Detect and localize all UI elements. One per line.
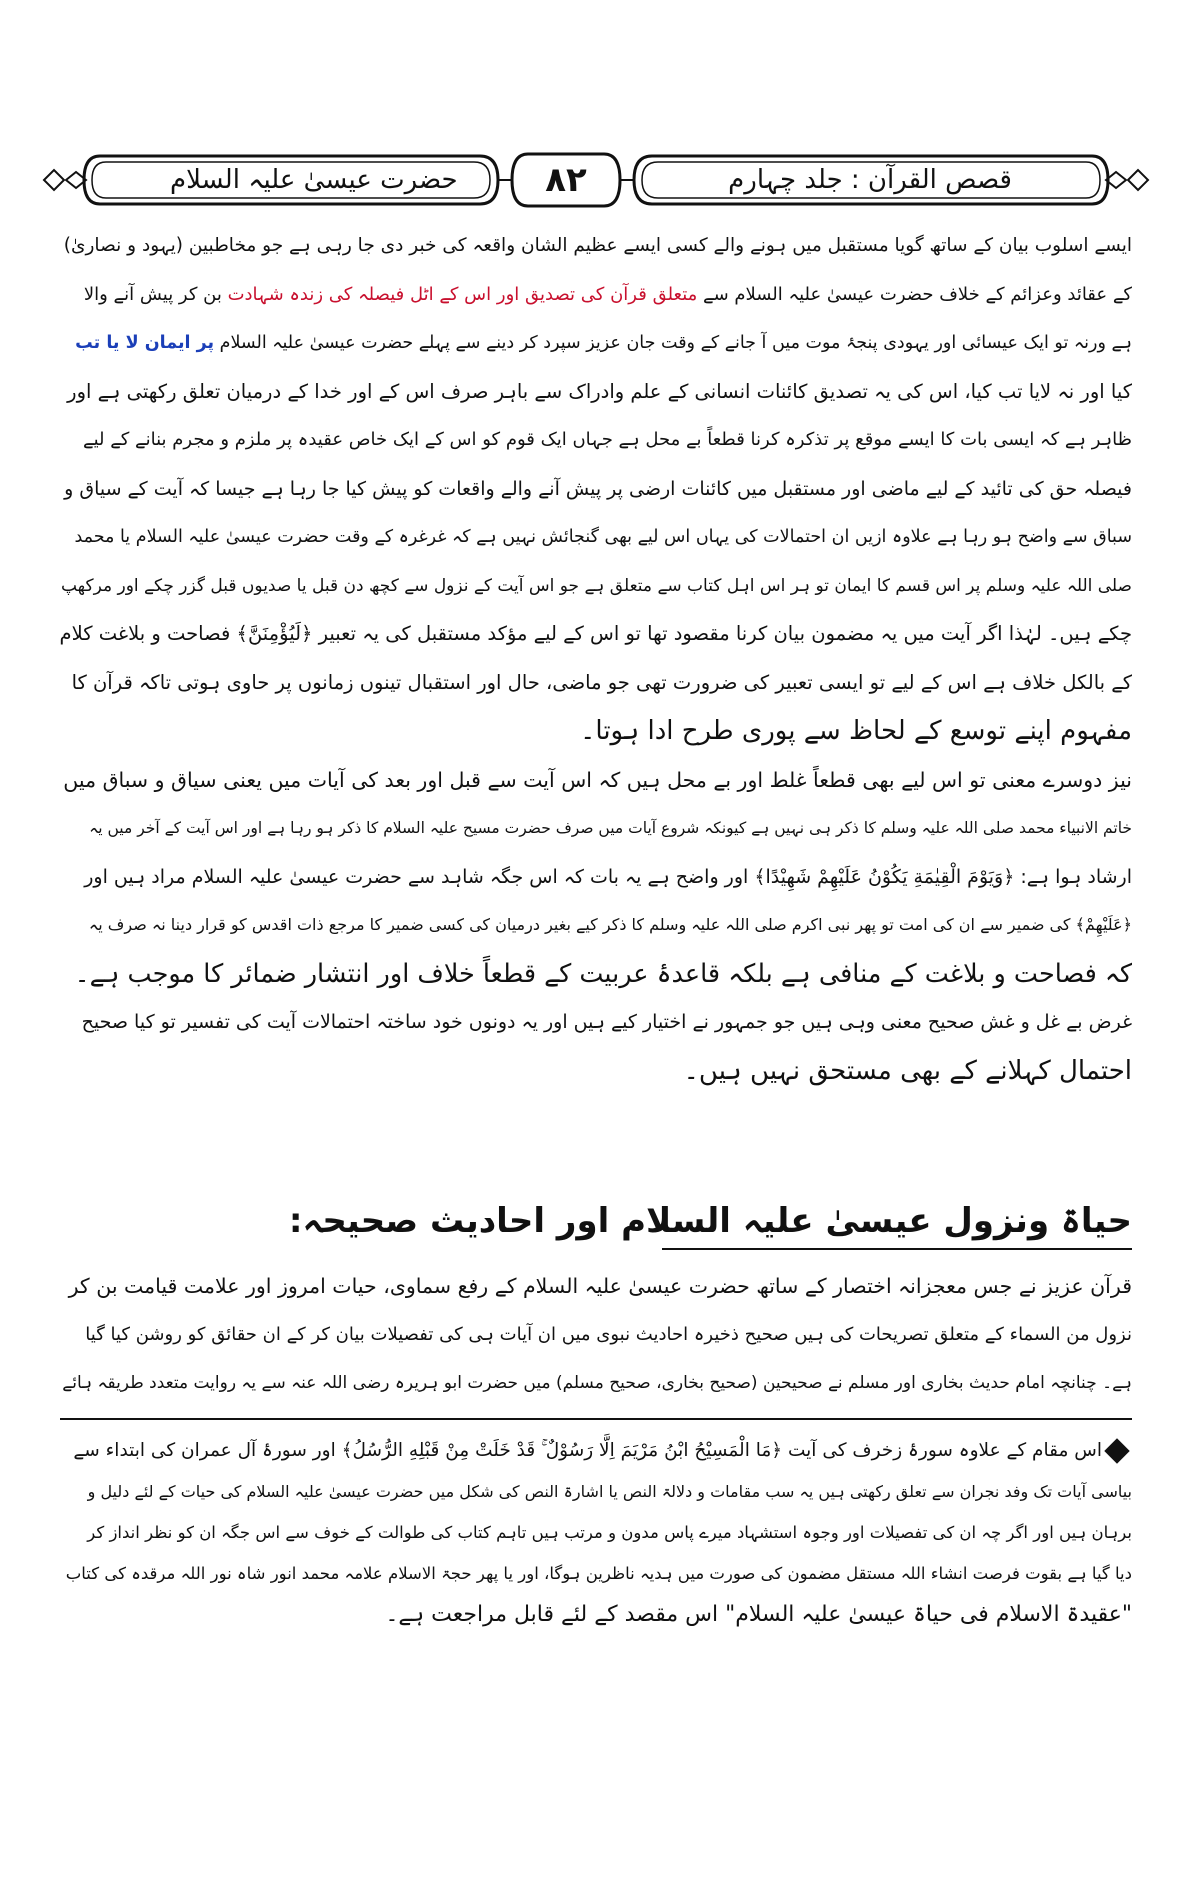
text-line: چکے ہیں۔ لہٰذا اگر آیت میں یہ مضمون بیان کرنا مقصود تھا تو اس کے لیے مؤکد مستقبل کی یہ تعبیر ﴿لَيُؤْمِنَنَّ﴾ فصاحت و بلاغت کلام	[60, 622, 1132, 645]
text-line: کے بالکل خلاف ہے اس کے لیے تو ایسی تعبیر کی ضرورت تھی جو ماضی، حال اور استقبال تینوں زمانوں پر حاوی ہوتی تاکہ قرآن کا	[71, 670, 1132, 694]
text-line: ظاہر ہے کہ ایسی بات کا ایسے موقع پر تذکرہ کرنا قطعاً بے محل ہے جہاں ایک قوم کو اس کے ایک خاص عقیدہ پر ملزم و مجرم بنانے کے لیے	[83, 429, 1132, 450]
footnote-line: "عقیدۃ الاسلام فی حیاۃ عیسیٰ علیہ السلام" اس مقصد کے لئے قابل مراجعت ہے۔	[385, 1602, 1132, 1627]
section-underline	[662, 1248, 1132, 1250]
footnote-marker-icon	[1104, 1438, 1129, 1463]
footnote	[60, 1430, 1132, 1635]
highlighted-phrase: پر ایمان لا یا تب	[75, 333, 215, 353]
footnote-line	[60, 1430, 1132, 1471]
book-title: قصص القرآن : جلد چہارم	[728, 165, 1012, 195]
text-line: ایسے اسلوب بیان کے ساتھ گویا مستقبل میں ہونے والے کسی ایسے عظیم الشان واقعہ کی خبر دی جا رہی ہے جو مخاطبین (یہود و نصاریٰ)	[63, 235, 1132, 256]
text-line: ہے۔ چنانچہ امام حدیث بخاری اور مسلم نے صحیحین (صحیح بخاری، صحیح مسلم) میں حضرت ابو ہریرہ رضی اللہ عنہ سے یہ روایت متعدد طریقہ ہائے	[62, 1373, 1132, 1393]
text-line: قرآن عزیز نے جس معجزانہ اختصار کے ساتھ حضرت عیسیٰ علیہ السلام کے رفع سماوی، حیات امروز اور علامت قیامت بن کر	[68, 1274, 1132, 1298]
text-line: نزول من السماء کے متعلق تصریحات کی ہیں صحیح ذخیرہ احادیث نبوی میں ان آیات ہی کی تفصیلات بیان کر کے ان حقائق کو روشن کیا گیا	[85, 1323, 1132, 1345]
footnote-line: برہان ہیں اور اگر چہ ان کی تفصیلات اور وجوہ استشہاد میرے پاس مدون و مرتب ہیں تاہم کتاب کی طوالت کے خوف سے اس جگہ ان کو نظر انداز کر	[87, 1523, 1132, 1542]
footnote-text: اس مقام کے علاوہ سورۂ زخرف کی آیت ﴿مَا الْمَسِيْحُ ابْنُ مَرْيَمَ اِلَّا رَسُوْلٌ ۚ قَدْ خَلَتْ مِنْ قَبْلِهِ الرُّسُلُ﴾ اور سورۂ آل عمران کی ابتداء سے	[73, 1440, 1102, 1461]
text-line: نیز دوسرے معنی تو اس لیے بھی قطعاً غلط اور بے محل ہیں کہ اس آیت سے قبل اور بعد کی آیات میں یعنی سیاق و سباق میں	[63, 767, 1132, 792]
footnote-line: بیاسی آیات تک وفد نجران سے تعلق رکھتی ہیں یہ سب مقامات و دلالۃ النص یا اشارۃ النص کی شکل میں حضرت عیسیٰ علیہ السلام کی حیات کے لئے دلیل و	[87, 1482, 1132, 1501]
text-line: کے عقائد وعزائم کے خلاف حضرت عیسیٰ علیہ السلام سے متعلق قرآن کی تصدیق اور اس کے اٹل فیصلہ کی زندہ شہادت بن کر پیش آنے والا	[83, 283, 1132, 305]
text-line: احتمال کہلانے کے بھی مستحق نہیں ہیں۔	[683, 1055, 1132, 1086]
text-line: فیصلہ حق کی تائید کے لیے ماضی اور مستقبل میں کائنات ارضی پر پیش آنے والے واقعات کو پیش کیا جا رہا ہے جیسا کہ آیت کے سیاق و	[64, 477, 1132, 500]
text-line: سباق سے واضح ہو رہا ہے علاوہ ازیں ان احتمالات کی یہاں اس لیے بھی گنجائش نہیں ہے کہ غرغرہ کے وقت حضرت عیسیٰ علیہ السلام یا محمد	[74, 527, 1132, 547]
text-line: ارشاد ہوا ہے: ﴿وَيَوْمَ الْقِيٰمَةِ يَكُوْنُ عَلَيْهِمْ شَهِيْدًا﴾ اور واضح ہے یہ بات کہ اس جگہ شاہد سے حضرت عیسیٰ علیہ السلام مراد ہیں اور	[84, 865, 1132, 888]
text-line: کیا اور نہ لایا تب کیا، اس کی یہ تصدیق کائنات انسانی کے علم وادراک سے باہر صرف اس کے اور خدا کے درمیان تعلق رکھتی ہے اور	[67, 379, 1132, 403]
page-header	[40, 150, 1152, 210]
page-number: ۸۲	[545, 160, 587, 200]
main-text	[60, 222, 1132, 1095]
footnote-line: دیا گیا ہے بقوت فرصت انشاء اللہ مستقل مضمون کی صورت میں ہدیہ ناظرین ہوگا، اور یا پھر حجۃ الاسلام علامہ محمد انور شاہ نور اللہ مرقدہ کی کتاب	[65, 1564, 1132, 1583]
footnote-divider	[60, 1418, 1132, 1420]
text-line: غرض بے غل و غش صحیح معنی وہی ہیں جو جمہور نے اختیار کیے ہیں اور یہ دونوں خود ساختہ احتمالات آیت کی تفسیر تو کیا صحیح	[81, 1011, 1132, 1033]
text-line: مفہوم اپنے توسع کے لحاظ سے پوری طرح ادا ہوتا۔	[580, 716, 1132, 746]
text-line: ﴿عَلَيْهِمْ﴾ کی ضمیر سے ان کی امت تو پھر نبی اکرم صلی اللہ علیہ وسلم کا ذکر کیے بغیر درمیان کی کسی ضمیر کا مرجع ذات اقدس کو قرار دینا نہ صرف یہ	[88, 915, 1132, 934]
text-line: کہ فصاحت و بلاغت کے منافی ہے بلکہ قاعدۂ عربیت کے قطعاً خلاف اور انتشار ضمائر کا موجب ہے۔	[74, 958, 1132, 989]
highlighted-phrase: متعلق قرآن کی تصدیق اور اس کے اٹل فیصلہ کی زندہ شہادت	[227, 283, 698, 305]
text-line: صلی اللہ علیہ وسلم پر اس قسم کا ایمان تو ہر اس اہل کتاب سے متعلق ہے جو اس آیت کے نزول سے کچھ دن قبل یا صدیوں قبل گزر چکے اور مرکھپ	[60, 575, 1132, 596]
text-line: خاتم الانبیاء محمد صلی اللہ علیہ وسلم کا ذکر ہی نہیں ہے کیونکہ شروع آیات میں صرف حضرت مسیح علیہ السلام کا ذکر ہو رہا ہے اور اس آیت کے آخر میں یہ	[89, 819, 1132, 837]
chapter-title: حضرت عیسیٰ علیہ السلام	[170, 165, 458, 195]
text-line: ہے ورنہ تو ایک عیسائی اور یہودی پنجۂ موت میں آ جانے کے وقت جان عزیز سپرد کر دینے سے پہلے حضرت عیسیٰ علیہ السلام پر ایمان لا یا تب	[75, 333, 1132, 353]
section-heading: حیاۃ ونزول عیسیٰ علیہ السلام اور احادیث صحیحہ:	[288, 1201, 1132, 1241]
section-text	[60, 1262, 1132, 1408]
